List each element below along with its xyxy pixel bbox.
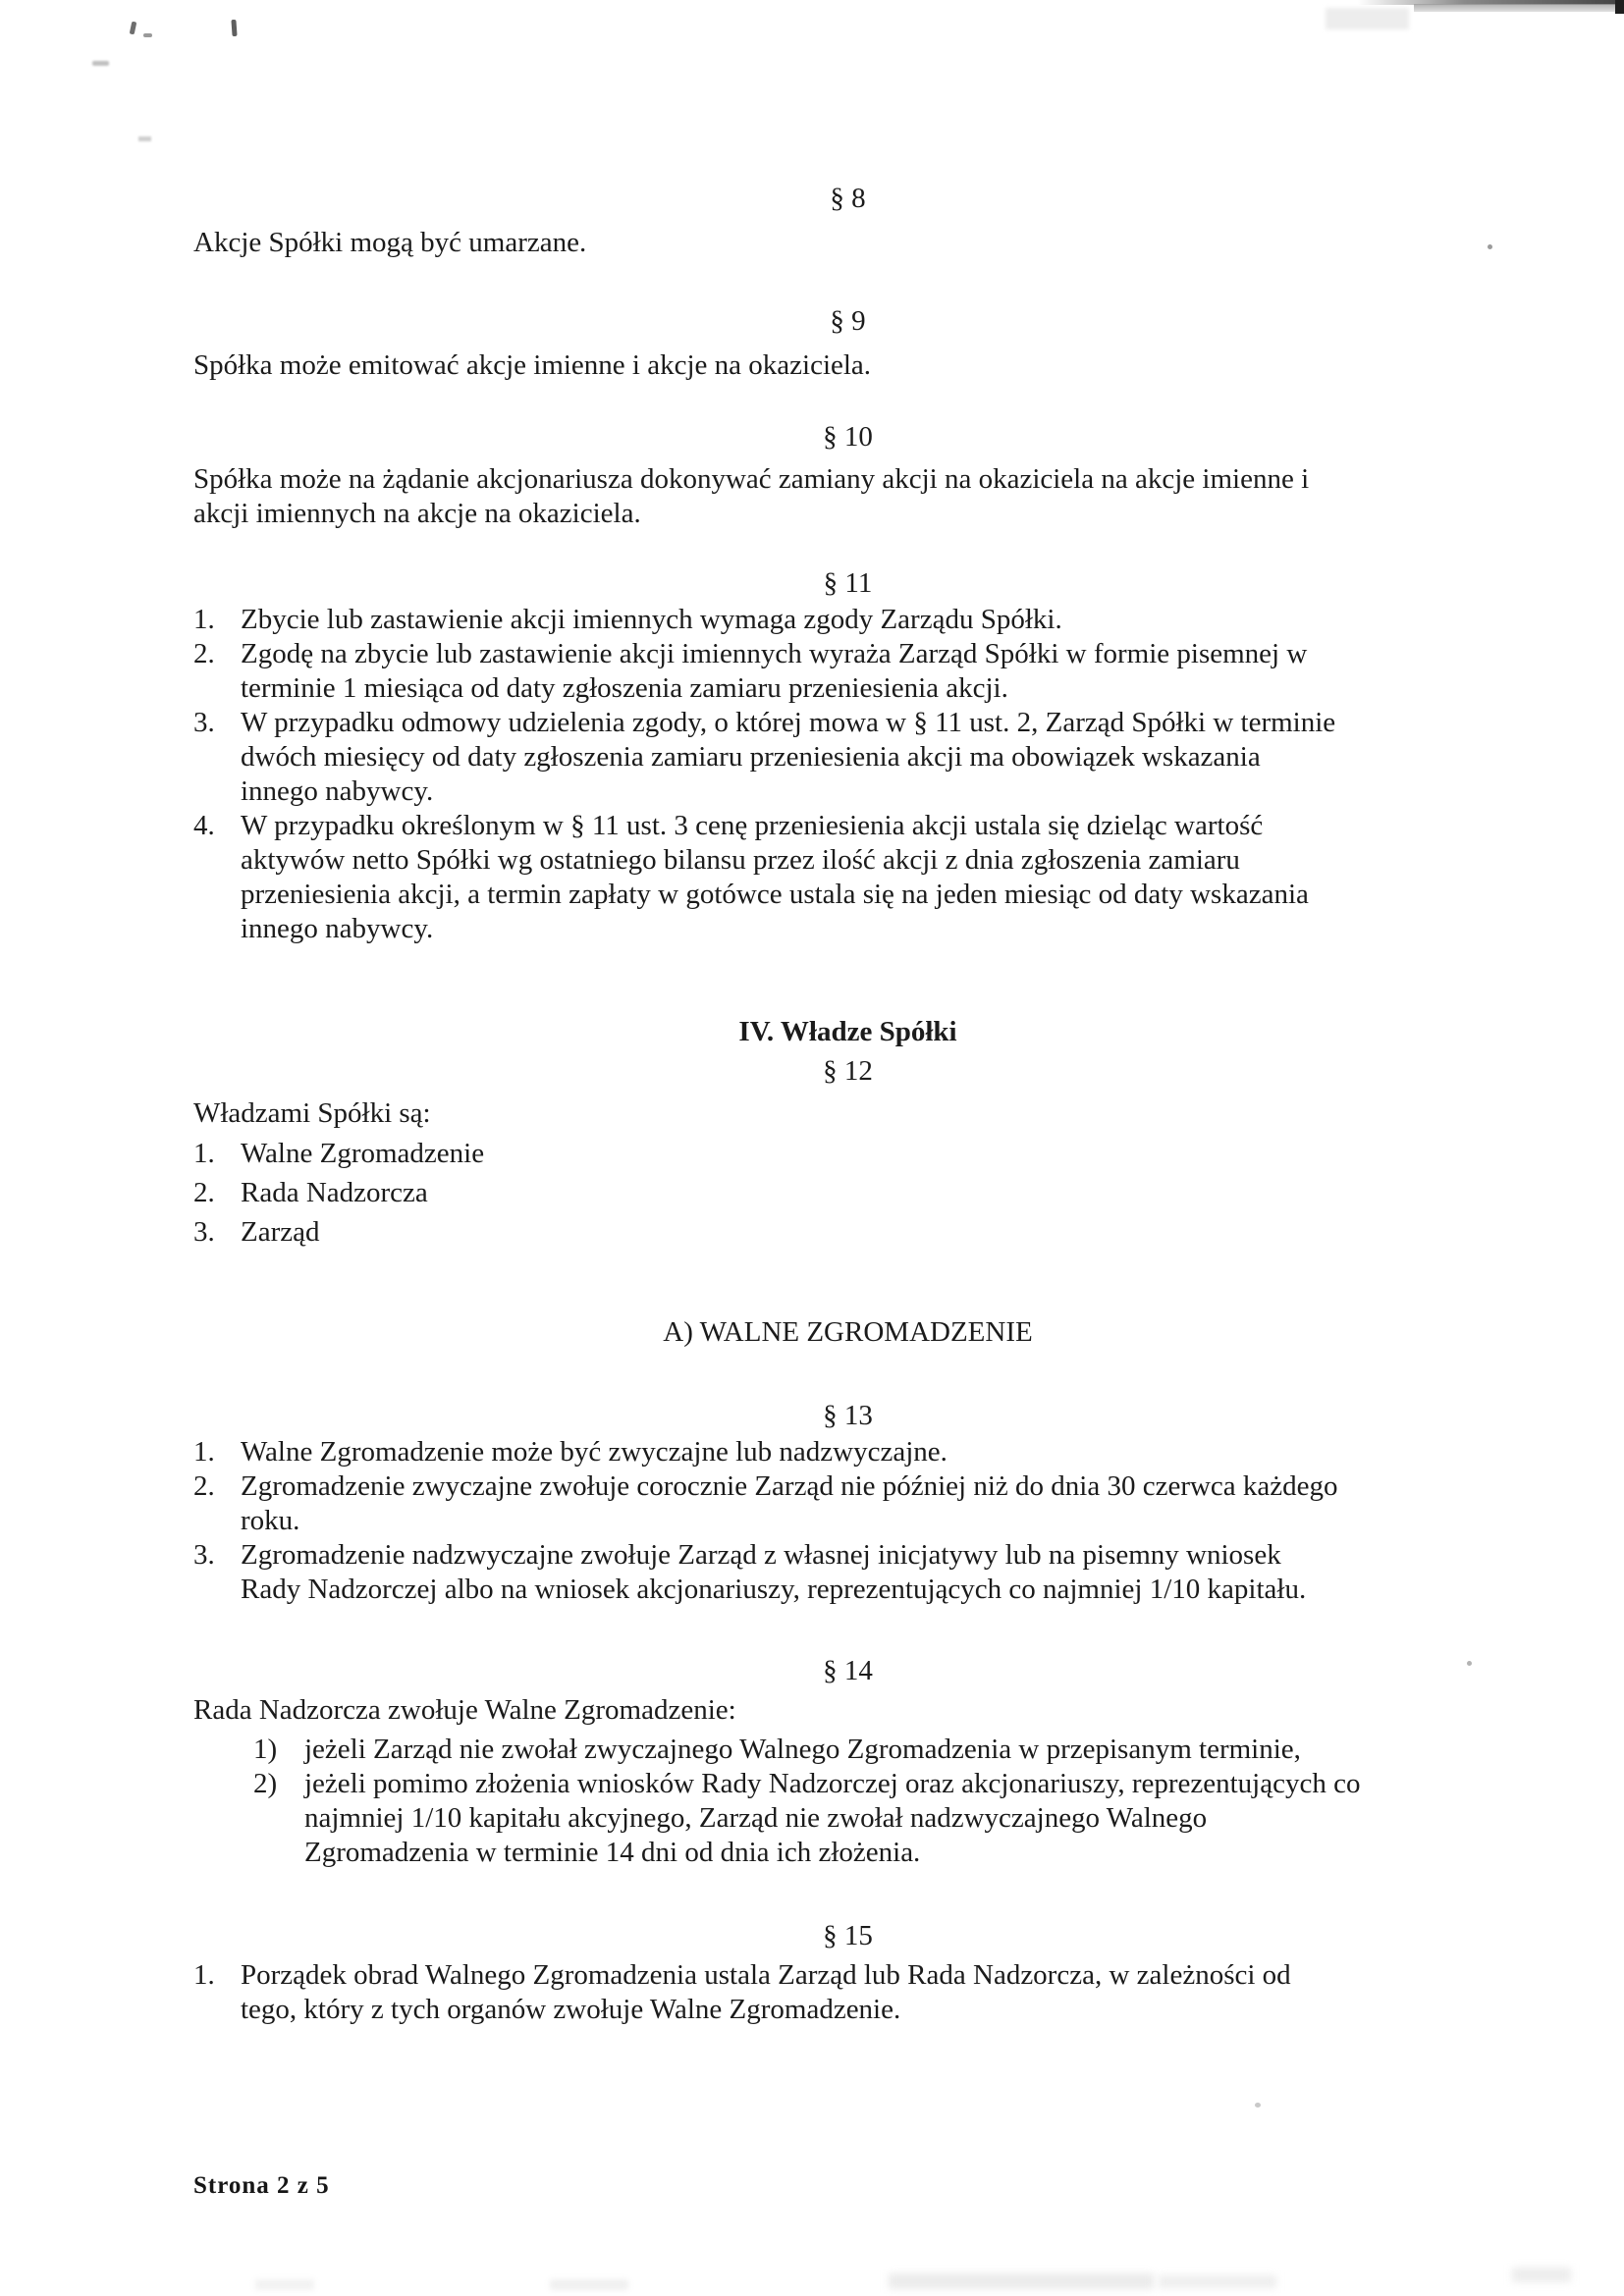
chapter-4 [193,1015,1502,1250]
list-item [193,1215,1502,1250]
section-10-mark: § 10 [823,421,873,453]
list-item-line: Rady Nadzorczej albo na wniosek akcjonariuszy, reprezentujących co najmniej 1/10 kapitału. [241,1574,1307,1605]
section-13-mark: § 13 [823,1400,873,1431]
list-item-text [241,1435,947,1469]
list-item-line: terminie 1 miesiąca od daty zgłoszenia zamiaru przeniesienia akcji. [241,672,1008,704]
list-item-line: jeżeli pomimo złożenia wniosków Rady Nadzorczej oraz akcjonariuszy, reprezentujących co [304,1768,1361,1799]
list-item-number: 3. [193,1539,215,1571]
list-item-number: 2. [193,1470,215,1502]
list-item [193,706,1502,809]
list-item-line: przeniesienia akcji, a termin zapłaty w gotówce ustala się na jeden miesiąc od daty wskazania [241,879,1309,910]
list-item-line: innego nabywcy. [241,775,434,807]
list-item-text [304,1767,1360,1870]
scan-artifact-smudge [1512,2268,1571,2282]
list-item-line: jeżeli Zarząd nie zwołał zwyczajnego Walnego Zgromadzenia w przepisanym terminie, [304,1734,1301,1765]
section-13 [193,1399,1502,1607]
section-10-paragraph [193,462,1502,531]
list-item-line: W przypadku określonym w § 11 ust. 3 cenę przeniesienia akcji ustala się dzieląc wartość [241,810,1264,841]
list-item-text [241,1215,320,1250]
list-item-number: 1) [253,1734,278,1765]
list-item-number: 1. [193,1138,215,1169]
scan-artifact-corner-mark [1615,0,1624,14]
scan-artifact-smudge [1159,2275,1276,2288]
list-item-text [241,809,1309,946]
list-item-text [304,1733,1301,1767]
section-8-mark: § 8 [830,183,866,214]
scan-artifact-speck [143,33,152,37]
list-item-number: 2. [193,1177,215,1208]
list-item-text [241,1958,1291,2027]
document-content [193,0,1502,2027]
section-12-intro: Władzami Spółki są: [193,1097,431,1129]
list-item-number: 3. [193,707,215,738]
section-15 [193,1919,1502,2027]
scan-artifact-speck [92,61,109,66]
list-item-line: dwóch miesięcy od daty zgłoszenia zamiaru przeniesienia akcji ma obowiązek wskazania [241,741,1261,773]
chapter-4-title: IV. Władze Spółki [738,1016,957,1047]
scan-artifact-dot [1255,2103,1261,2108]
scan-artifact-smudge [889,2273,1154,2289]
list-item [193,1469,1502,1538]
list-item-text [241,1137,484,1171]
section-14-list [193,1733,1502,1870]
list-item-line: W przypadku odmowy udzielenia zgody, o której mowa w § 11 ust. 2, Zarząd Spółki w terminie [241,707,1336,738]
list-item-text [241,1176,428,1210]
list-item-line: aktywów netto Spółki wg ostatniego bilansu przez ilość akcji z dnia zgłoszenia zamiaru [241,844,1240,876]
list-item-number: 4. [193,810,215,841]
section-14 [193,1654,1502,1870]
section-14-intro: Rada Nadzorcza zwołuje Walne Zgromadzenie: [193,1694,736,1726]
section-12-mark: § 12 [823,1055,873,1087]
list-item-text [241,706,1335,809]
section-15-mark: § 15 [823,1920,873,1951]
list-item [193,1538,1502,1607]
list-item-number: 1. [193,1436,215,1468]
list-item-line: Walne Zgromadzenie może być zwyczajne lub nadzwyczajne. [241,1436,947,1468]
list-item [193,809,1502,946]
list-item-line: Zbycie lub zastawienie akcji imiennych wymaga zgody Zarządu Spółki. [241,604,1062,635]
section-9-paragraph: Spółka może emitować akcje imienne i akcje na okaziciela. [193,349,872,381]
list-item-line: tego, który z tych organów zwołuje Walne Zgromadzenie. [241,1994,901,2025]
list-item-text [241,1538,1306,1607]
page-footer [193,2171,330,2195]
page-number-label: Strona 2 z 5 [193,2172,330,2195]
scan-artifact-speck [138,136,151,141]
section-8-paragraph: Akcje Spółki mogą być umarzane. [193,227,587,258]
list-item-number: 3. [193,1216,215,1248]
list-item [193,1767,1502,1870]
list-item [193,603,1502,637]
subchapter-a-title: A) WALNE ZGROMADZENIE [663,1316,1033,1348]
scan-artifact-speck [130,22,137,35]
list-item-text [241,603,1062,637]
list-item-line: roku. [241,1505,300,1536]
list-item-line: innego nabywcy. [241,913,434,944]
list-item-line: najmniej 1/10 kapitału akcyjnego, Zarząd nie zwołał nadzwyczajnego Walnego [304,1802,1208,1834]
list-item [193,1176,1502,1210]
paragraph-line: Spółka może na żądanie akcjonariusza dokonywać zamiany akcji na okaziciela na akcje imienne i [193,463,1310,495]
section-11-mark: § 11 [823,567,873,599]
section-15-list [193,1958,1502,2027]
list-item-number: 2. [193,638,215,669]
list-item-number: 1. [193,1959,215,1991]
list-item [193,1137,1502,1171]
section-12-list [193,1137,1502,1250]
section-9 [193,304,1502,383]
list-item-line: Zarząd [241,1216,320,1248]
list-item-line: Zgromadzenia w terminie 14 dni od dnia ich złożenia. [304,1837,921,1868]
section-14-mark: § 14 [823,1655,873,1686]
list-item-line: Zgromadzenie nadzwyczajne zwołuje Zarząd z własnej inicjatywy lub na pisemny wniosek [241,1539,1281,1571]
list-item-line: Porządek obrad Walnego Zgromadzenia ustala Zarząd lub Rada Nadzorcza, w zależności od [241,1959,1291,1991]
section-9-mark: § 9 [830,305,866,337]
list-item-number: 1. [193,604,215,635]
section-10 [193,420,1502,531]
section-11-list [193,603,1502,946]
list-item-text [241,1469,1338,1538]
section-13-list [193,1435,1502,1607]
list-item-number: 2) [253,1768,278,1799]
paragraph-line: akcji imiennych na akcje na okaziciela. [193,498,641,529]
list-item [193,1733,1502,1767]
section-8 [193,182,1502,260]
list-item [193,637,1502,706]
scan-artifact-smudge [255,2279,314,2290]
list-item [193,1435,1502,1469]
list-item-text [241,637,1307,706]
list-item-line: Rada Nadzorcza [241,1177,428,1208]
list-item-line: Walne Zgromadzenie [241,1138,485,1169]
scan-artifact-smudge [550,2279,628,2290]
list-item-line: Zgodę na zbycie lub zastawienie akcji imiennych wyraża Zarząd Spółki w formie pisemnej w [241,638,1308,669]
list-item-line: Zgromadzenie zwyczajne zwołuje corocznie Zarząd nie później niż do dnia 30 czerwca każdego [241,1470,1338,1502]
section-11 [193,566,1502,946]
list-item [193,1958,1502,2027]
